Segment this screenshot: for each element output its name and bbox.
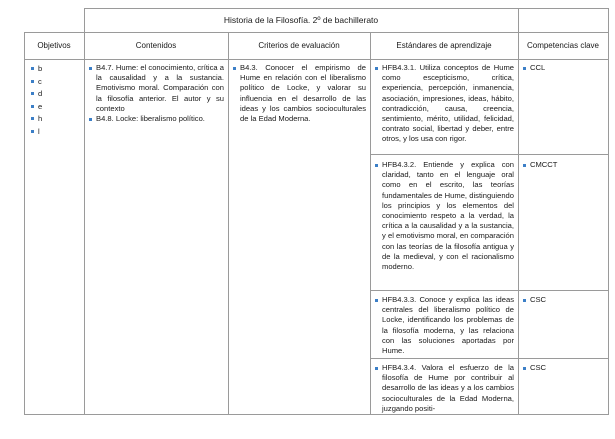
row-divider-2: [370, 290, 609, 291]
table-border-left: [24, 32, 25, 415]
list-item: l: [31, 126, 79, 139]
row-divider-3: [370, 358, 609, 359]
list-item: c: [31, 76, 79, 89]
list-item: d: [31, 88, 79, 101]
competencia-cell-3: [523, 295, 603, 305]
list-item: B4.8. Locke: liberalismo político.: [89, 114, 224, 124]
table-header-divider: [24, 59, 609, 60]
header-estandares: Estándares de aprendizaje: [396, 41, 492, 50]
header-objetivos: Objetivos: [37, 41, 71, 50]
list-item: h: [31, 113, 79, 126]
contenidos-cell: [89, 63, 224, 124]
list-item: B4.3. Conocer el empirismo de Hume en relación con el liberalismo político de Locke, y valorar su influencia en el desarrollo de las ideas y los cambios socioculturales de la Edad Moderna.: [233, 63, 366, 124]
col-divider-2: [228, 32, 229, 415]
col-divider-4: [518, 8, 519, 415]
objetivos-cell: [31, 63, 79, 139]
table-border-bottom: [24, 414, 609, 415]
competencia-cell-4: [523, 363, 603, 373]
estandar-cell-3: [375, 295, 514, 356]
col-divider-3: [370, 32, 371, 415]
list-item: e: [31, 101, 79, 114]
list-item: HFB4.3.2. Entiende y explica con claridad, tanto en el lenguaje oral como en el escrito, las teorías fundamentales de Hume, distinguiendo los principios y los elementos del conocimiento respeto a la verdad, la crítica a la causalidad y a la sustancia, y el emotivismo moral, en comparación con las teorías de la filosofía antigua y de la medieval, y con el racionalismo moderno.: [375, 160, 514, 272]
list-item: CCL: [523, 63, 603, 73]
list-item: CSC: [523, 363, 603, 373]
table-border-right: [608, 8, 609, 415]
estandar-cell-4: [375, 363, 514, 413]
header-contenidos: Contenidos: [135, 41, 177, 50]
table-title: Historia de la Filosofía. 2º de bachillerato: [223, 15, 379, 25]
criterios-cell: [233, 63, 366, 124]
list-item: CSC: [523, 295, 603, 305]
list-item: CMCCT: [523, 160, 603, 170]
col-divider-1: [84, 8, 85, 415]
list-item: HFB4.3.1. Utiliza conceptos de Hume como escepticismo, crítica, experiencia, percepción, inmanencia, asociación, impresiones, ideas, hábito, contradicción, causa, creencia, sentimiento, mérito, utilidad, felicidad, contrato social, libertad y deber, entre otros, y los usa con rigor.: [375, 63, 514, 145]
competencia-cell-1: [523, 63, 603, 73]
header-criterios: Criterios de evaluación: [258, 41, 340, 50]
list-item: HFB4.3.3. Conoce y explica las ideas centrales del liberalismo político de Locke, identificando los problemas de la filosofía moderna, y las relaciona con las soluciones aportadas por Hume.: [375, 295, 514, 356]
competencia-cell-2: [523, 160, 603, 170]
list-item: b: [31, 63, 79, 76]
list-item: B4.7. Hume: el conocimiento, crítica a la causalidad y a la sustancia. Emotivismo moral. Comparación con la filosofía anterior. El autor y su contexto: [89, 63, 224, 114]
header-competencias: Competencias clave: [526, 41, 600, 50]
curriculum-table: [24, 8, 609, 415]
list-item: HFB4.3.4. Valora el esfuerzo de la filosofía de Hume por contribuir al desarrollo de las ideas y a los cambios socioculturales de la Edad Moderna, juzgando positi-: [375, 363, 514, 413]
estandar-cell-2: [375, 160, 514, 272]
row-divider-1: [370, 154, 609, 155]
estandar-cell-1: [375, 63, 514, 145]
